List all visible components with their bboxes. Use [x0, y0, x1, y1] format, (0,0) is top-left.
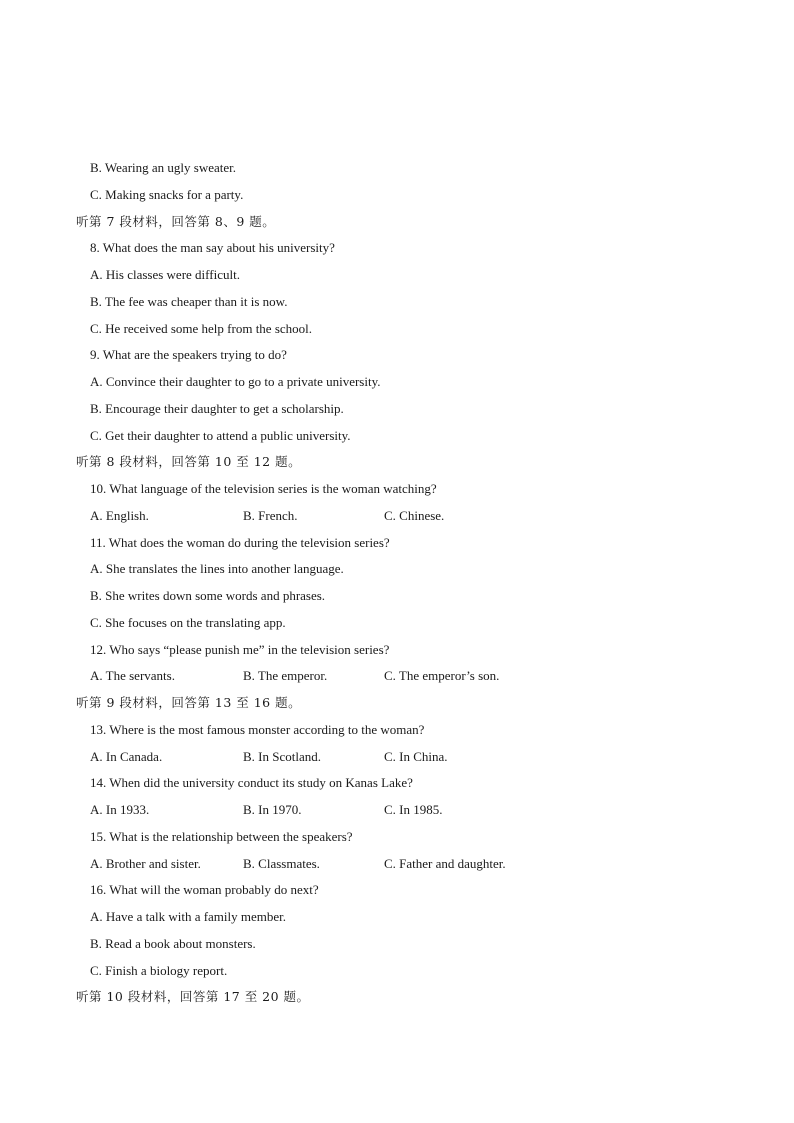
answer-option: A. Have a talk with a family member. — [90, 909, 287, 924]
question-text: 16. What will the woman probably do next? — [90, 882, 319, 898]
question-text: 11. What does the woman do during the television series? — [90, 534, 390, 550]
answer-option: B. In Scotland. — [243, 748, 321, 764]
answer-option: C. In 1985. — [384, 802, 443, 817]
answer-options-row — [0, 663, 794, 690]
answer-option: A. Brother and sister. — [90, 855, 201, 871]
answer-option: B. The fee was cheaper than it is now. — [90, 293, 288, 309]
answer-option: A. Convince their daughter to go to a private university. — [90, 374, 381, 389]
answer-option: A. English. — [90, 507, 149, 523]
answer-option: C. She focuses on the translating app. — [90, 614, 286, 630]
answer-option: B. She writes down some words and phrases. — [90, 588, 326, 603]
section-instruction: 听第 8 段材料，回答第 10 至 12 题。 — [76, 454, 302, 470]
section-instruction: 听第 9 段材料，回答第 13 至 16 题。 — [76, 695, 302, 710]
section-instruction: 听第 10 段材料，回答第 17 至 20 题。 — [76, 989, 310, 1005]
answer-option: B. Encourage their daughter to get a scholarship. — [90, 400, 344, 416]
answer-option: C. Chinese. — [384, 507, 445, 523]
answer-option: B. Classmates. — [243, 855, 320, 871]
answer-option: B. French. — [243, 507, 298, 523]
question-text: 10. What language of the television series is the woman watching? — [90, 481, 437, 496]
answer-option: A. In 1933. — [90, 802, 150, 817]
answer-option: C. He received some help from the school. — [90, 320, 313, 336]
answer-option: B. The emperor. — [243, 668, 328, 684]
answer-options-row — [0, 744, 794, 771]
answer-option: B. Wearing an ugly sweater. — [90, 160, 237, 175]
question-text: 15. What is the relationship between the speakers? — [90, 828, 353, 844]
answer-option: A. The servants. — [90, 668, 175, 684]
question-text: 9. What are the speakers trying to do? — [90, 347, 287, 363]
answer-option: C. In China. — [384, 748, 448, 764]
answer-options-row — [0, 851, 794, 878]
answer-options-row — [0, 797, 794, 824]
answer-option: A. His classes were difficult. — [90, 267, 240, 282]
document-page — [0, 155, 794, 1011]
answer-options-row — [0, 503, 794, 530]
answer-option: C. Get their daughter to attend a public university. — [90, 427, 351, 443]
question-text: 14. When did the university conduct its study on Kanas Lake? — [90, 775, 413, 791]
answer-option: B. Read a book about monsters. — [90, 935, 256, 951]
question-text: 13. Where is the most famous monster according to the woman? — [90, 721, 425, 737]
answer-option: C. Making snacks for a party. — [90, 186, 244, 202]
answer-option: C. Father and daughter. — [384, 855, 506, 871]
answer-option: B. In 1970. — [243, 802, 302, 817]
answer-option: A. She translates the lines into another language. — [90, 561, 344, 577]
answer-option: C. The emperor’s son. — [384, 668, 500, 684]
answer-option: A. In Canada. — [90, 748, 163, 764]
question-text: 8. What does the man say about his university? — [90, 240, 335, 256]
section-instruction: 听第 7 段材料，回答第 8、9 题。 — [76, 213, 276, 229]
answer-option: C. Finish a biology report. — [90, 962, 228, 978]
question-text: 12. Who says “please punish me” in the television series? — [90, 641, 390, 657]
